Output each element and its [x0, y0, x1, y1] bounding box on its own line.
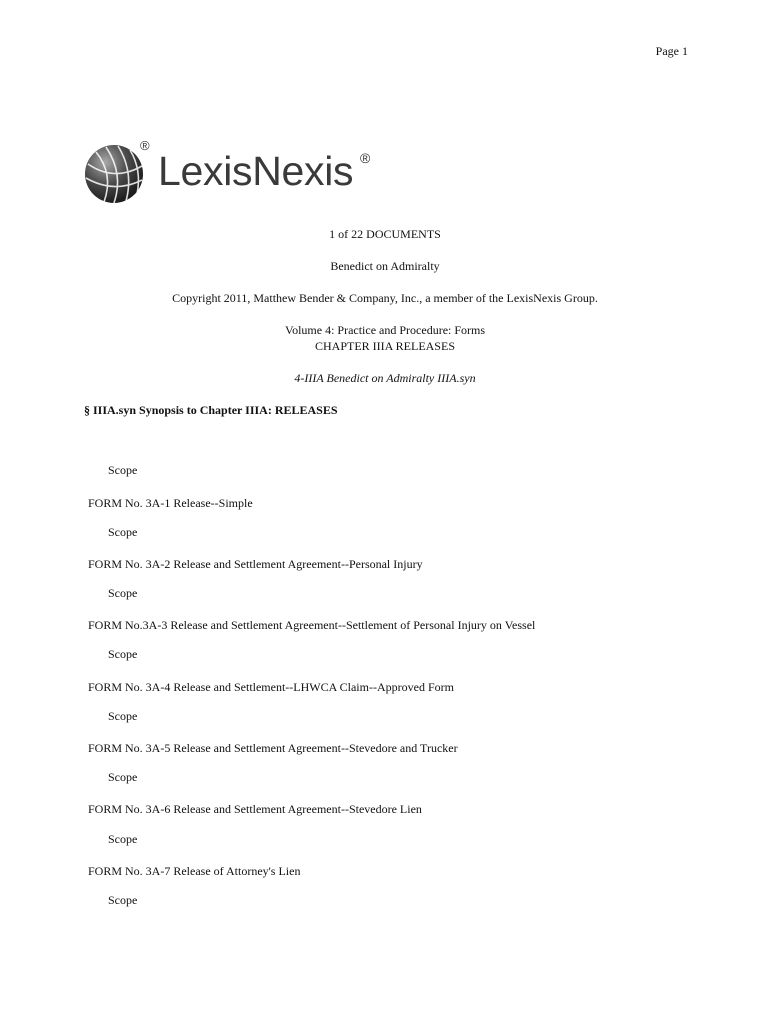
toc-entry-form: FORM No.3A-3 Release and Settlement Agreement--Settlement of Personal Injury on Vessel — [88, 618, 536, 632]
lexisnexis-logo — [84, 140, 404, 202]
toc-entry-form: FORM No. 3A-1 Release--Simple — [88, 496, 253, 510]
volume-line: Volume 4: Practice and Procedure: Forms — [284, 323, 486, 337]
section-title: § IIIA.syn Synopsis to Chapter IIIA: RELEASES — [84, 403, 338, 417]
toc-entry-form: FORM No. 3A-6 Release and Settlement Agreement--Stevedore Lien — [88, 802, 422, 816]
document-count: 1 of 22 DOCUMENTS — [329, 227, 441, 241]
toc-entry-form: FORM No. 3A-4 Release and Settlement--LHWCA Claim--Approved Form — [88, 680, 454, 694]
toc-entry-scope: Scope — [108, 586, 138, 600]
toc-entry-scope: Scope — [108, 525, 138, 539]
copyright-line: Copyright 2011, Matthew Bender & Company, Inc., a member of the LexisNexis Group. — [172, 291, 598, 305]
toc-entry-form: FORM No. 3A-5 Release and Settlement Agreement--Stevedore and Trucker — [88, 741, 458, 755]
toc-entry-form: FORM No. 3A-7 Release of Attorney's Lien — [88, 864, 301, 878]
logo-wordmark: LexisNexis — [158, 148, 354, 194]
toc-entry-scope: Scope — [108, 709, 138, 723]
page-number: Page 1 — [655, 44, 688, 58]
logo-registered-mark-small: ® — [140, 138, 150, 153]
chapter-line: CHAPTER IIIA RELEASES — [314, 339, 455, 353]
toc-entry-scope: Scope — [108, 893, 138, 907]
toc-entry-scope: Scope — [108, 463, 138, 477]
toc-entry-form: FORM No. 3A-2 Release and Settlement Agreement--Personal Injury — [88, 557, 423, 571]
citation-line: 4-IIIA Benedict on Admiralty IIIA.syn — [294, 371, 476, 385]
logo-registered-mark: ® — [360, 150, 371, 166]
publication-title: Benedict on Admiralty — [330, 259, 440, 273]
globe-logo-icon — [84, 144, 144, 204]
toc-entry-scope: Scope — [108, 647, 138, 661]
toc-entry-scope: Scope — [108, 832, 138, 846]
toc-entry-scope: Scope — [108, 770, 138, 784]
